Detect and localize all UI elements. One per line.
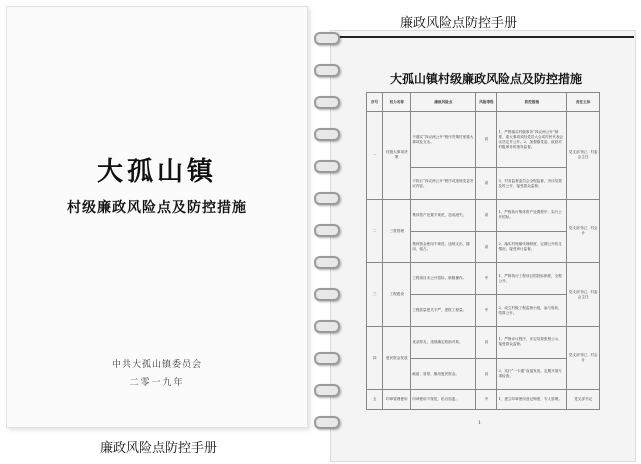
- responsible-cell: 党支部书记: [567, 390, 600, 410]
- measure-cell: 2、成立村级工程监督小组，参与验收，结算公开。: [497, 295, 567, 327]
- responsible-cell: 党支部书记、村委会主任: [567, 112, 600, 200]
- page-number: 1: [478, 420, 482, 426]
- responsible-cell: 党支部书记、村会计: [567, 326, 600, 390]
- measure-cell: 1、严格落实村级事务“四议两公开”制度，重大事项须经党员大会或村民代表会议决定并公开。2、加强镇党委、政府对村级事务的指导监督。: [497, 112, 567, 168]
- risk-cell: 截留、冒领、挪用惠民资金。: [411, 358, 476, 390]
- group-name: 三资管理: [383, 199, 411, 263]
- binding-ring: [314, 192, 340, 205]
- binding-ring: [314, 64, 340, 77]
- group-index: 五: [367, 390, 383, 410]
- binding-ring: [314, 320, 340, 333]
- level-cell: 高: [476, 199, 497, 231]
- level-cell: 高: [476, 326, 497, 358]
- table-row: [367, 390, 600, 410]
- group-name: 印章管理使用: [383, 390, 411, 410]
- table-header-row: [367, 93, 600, 112]
- header-rule: [338, 36, 634, 38]
- binding-ring: [314, 160, 340, 173]
- group-index: 三: [367, 263, 383, 327]
- measure-cell: 2、落实村账镇代理制度，定期公开收支情况，接受审计监督。: [497, 231, 567, 263]
- measure-cell: 1、严格执行工程项目招投标制度，全程公开。: [497, 263, 567, 295]
- responsible-cell: 党支部书记、村会计: [567, 199, 600, 263]
- measure-cell: 1、严格评议程序，评定结果张榜公示，接受群众监督。: [497, 326, 567, 358]
- level-cell: 中: [476, 263, 497, 295]
- binding-ring: [314, 96, 340, 109]
- header-power: 权力名称: [383, 93, 411, 112]
- risk-cell: 不执行“四议两公开”程序或违规变更决议内容。: [411, 168, 476, 200]
- responsible-cell: 党支部书记、村委会主任: [567, 263, 600, 327]
- group-index: 一: [367, 112, 383, 200]
- cover-subtitle: 村级廉政风险点及防控措施: [67, 200, 247, 216]
- risk-cell: 集体资金使用不规范，违规支出、挪用、侵占。: [411, 231, 476, 263]
- measure-cell: 2、实行“一卡通”直接发放，定期开展专项检查。: [497, 358, 567, 390]
- level-cell: 高: [476, 112, 497, 168]
- level-cell: 中: [476, 390, 497, 410]
- cover-title: 大孤山镇: [96, 157, 217, 187]
- header-risk: 廉政风险点: [411, 93, 476, 112]
- caption-left: 廉政风险点防控手册: [100, 441, 218, 456]
- level-cell: 中: [476, 295, 497, 327]
- level-cell: 高: [476, 168, 497, 200]
- header-level: 风险等级: [476, 93, 497, 112]
- document-title: 大孤山镇村级廉政风险点及防控措施: [389, 72, 582, 86]
- cover-page: [6, 6, 308, 428]
- level-cell: 高: [476, 358, 497, 390]
- risk-cell: 集体资产处置不规范，造成流失。: [411, 199, 476, 231]
- table-row: [367, 112, 600, 168]
- caption-right: 廉政风险点防控手册: [400, 16, 518, 31]
- binding-ring: [314, 352, 340, 365]
- table-row: [367, 326, 600, 358]
- group-name: 惠民资金发放: [383, 326, 411, 390]
- group-index: 四: [367, 326, 383, 390]
- binding-ring: [314, 288, 340, 301]
- header-index: 序号: [367, 93, 383, 112]
- measure-cell: 1、建立印章使用登记制度，专人管理。: [497, 390, 567, 410]
- group-index: 二: [367, 199, 383, 263]
- cover-year: 二零一九年: [129, 378, 185, 388]
- table-row: [367, 199, 600, 231]
- measure-cell: 3、村务监督委员会全程监督，决议结果及时公开，接受群众监督。: [497, 168, 567, 200]
- cover-org: 中共大孤山镇委员会: [111, 360, 202, 370]
- binding-ring: [314, 416, 340, 429]
- binding-ring: [314, 256, 340, 269]
- table-row: [367, 263, 600, 295]
- binding-ring: [314, 224, 340, 237]
- binding-ring: [314, 384, 340, 397]
- header-responsible: 责任主体: [567, 93, 600, 112]
- level-cell: 高: [476, 231, 497, 263]
- risk-cell: 工程质量把关不严，虚报工程量。: [411, 295, 476, 327]
- risk-cell: 工程项目未公开招标，暗箱操作。: [411, 263, 476, 295]
- spiral-binding: [304, 14, 340, 454]
- group-name: 村级大事项决策: [383, 112, 411, 200]
- measure-cell: 1、严格执行集体资产处置程序，实行公开招标。: [497, 199, 567, 231]
- binding-ring: [314, 32, 340, 45]
- risk-cell: 印章使用不规范，私自加盖。: [411, 390, 476, 410]
- risk-cell: 不落实“四议两公开”程序决策村里重大事项及支出。: [411, 112, 476, 168]
- risk-table: [366, 92, 600, 410]
- header-measure: 防控措施: [497, 93, 567, 112]
- risk-cell: 优亲厚友，违规确定救助对象。: [411, 326, 476, 358]
- group-name: 工程建设: [383, 263, 411, 327]
- binding-ring: [314, 128, 340, 141]
